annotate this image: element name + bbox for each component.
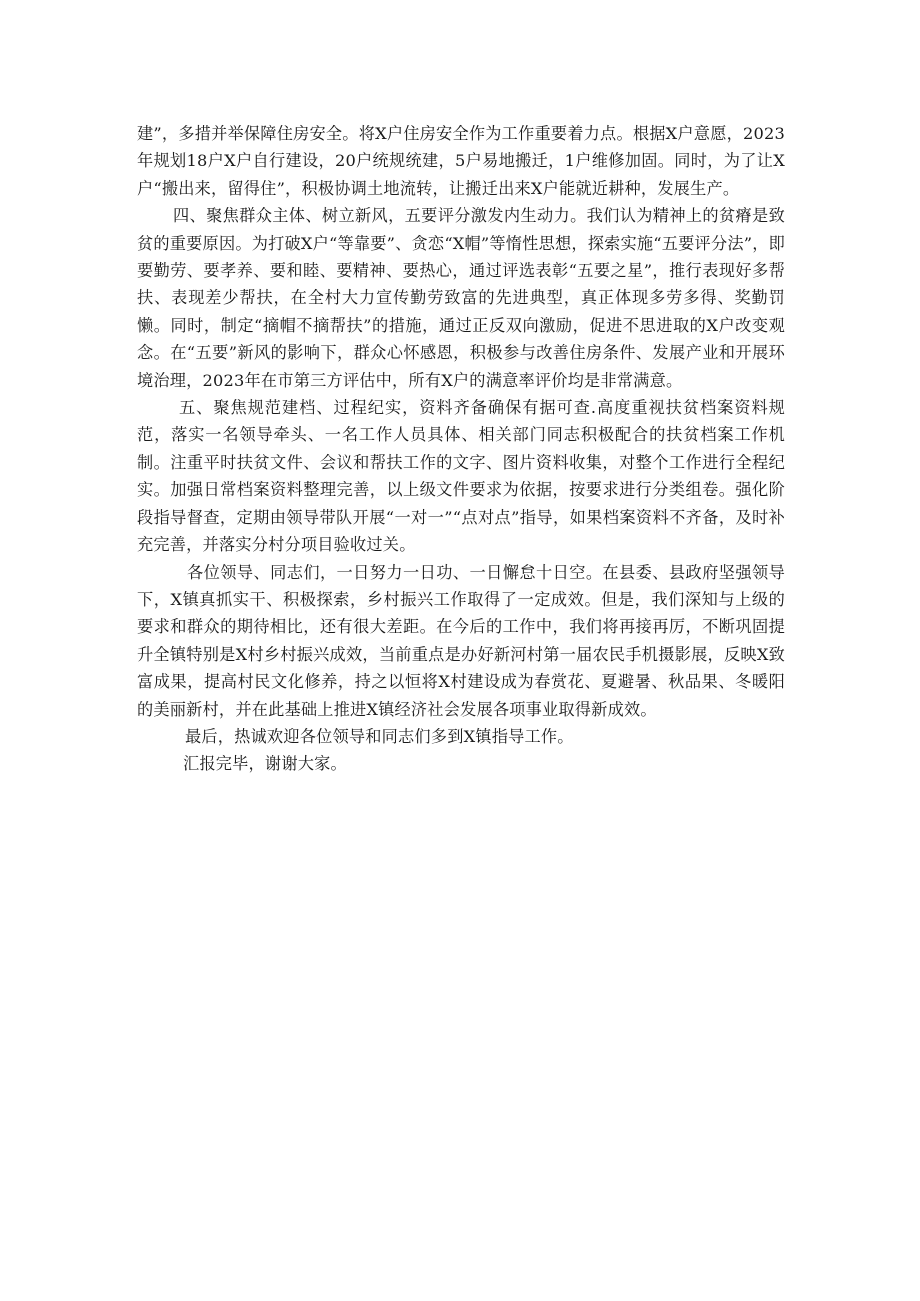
- paragraph-section-five: 五、聚焦规范建档、过程纪实，资料齐备确保有据可查.高度重视扶贫档案资料规范，落实一名领导牵头、一名工作人员具体、相关部门同志积极配合的扶贫档案工作机制。注重平时扶贫文件、会议和帮扶工作的文字、图片资料收集，对整个工作进行全程纪实。加强日常档案资料整理完善，以上级文件要求为依据，按要求进行分类组卷。强化阶段指导督查，定期由领导带队开展“一对一”“点对点”指导，如果档案资料不齐备，及时补充完善，并落实分村分项目验收过关。: [137, 398, 785, 555]
- document-body: [137, 120, 785, 778]
- paragraph-housing-safety: 建”，多措并举保障住房安全。将X户住房安全作为工作重要着力点。根据X户意愿，2023年规划18户X户自行建设，20户统规统建，5户易地搬迁，1户维修加固。同时，为了让X户“搬出来，留得住”，积极协调土地流转，让搬迁出来X户能就近耕种，发展生产。: [137, 124, 785, 198]
- paragraph-welcome: 最后，热诚欢迎各位领导和同志们多到X镇指导工作。: [185, 726, 574, 746]
- paragraph-closing-summary: 各位领导、同志们，一日努力一日功、一日懈怠十日空。在县委、县政府坚强领导下，X镇真抓实干、积极探索，乡村振兴工作取得了一定成效。但是，我们深知与上级的要求和群众的期待相比，还有很大差距。在今后的工作中，我们将再接再厉，不断巩固提升全镇特别是X村乡村振兴成效，当前重点是办好新河村第一届农民手机摄影展，反映X致富成果，提高村民文化修养，持之以恒将X村建设成为春赏花、夏避暑、秋品果、冬暖阳的美丽新村，并在此基础上推进X镇经济社会发展各项事业取得新成效。: [137, 562, 785, 719]
- paragraph-section-four: 四、聚焦群众主体、树立新风，五要评分激发内生动力。我们认为精神上的贫瘠是致贫的重要原因。为打破X户“等靠要”、贪恋“X帽”等惰性思想，探索实施“五要评分法”，即要勤劳、要孝养、要和睦、要精神、要热心，通过评选表彰“五要之星”，推行表现好多帮扶、表现差少帮扶，在全村大力宣传勤劳致富的先进典型，真正体现多劳多得、奖勤罚懒。同时，制定“摘帽不摘帮扶”的措施，通过正反双向激励，促进不思进取的X户改变观念。在“五要”新风的影响下，群众心怀感恩，积极参与改善住房条件、发展产业和开展环境治理，2023年在市第三方评估中，所有X户的满意率评价均是非常满意。: [137, 206, 785, 390]
- paragraph-thanks: 汇报完毕，谢谢大家。: [183, 754, 347, 774]
